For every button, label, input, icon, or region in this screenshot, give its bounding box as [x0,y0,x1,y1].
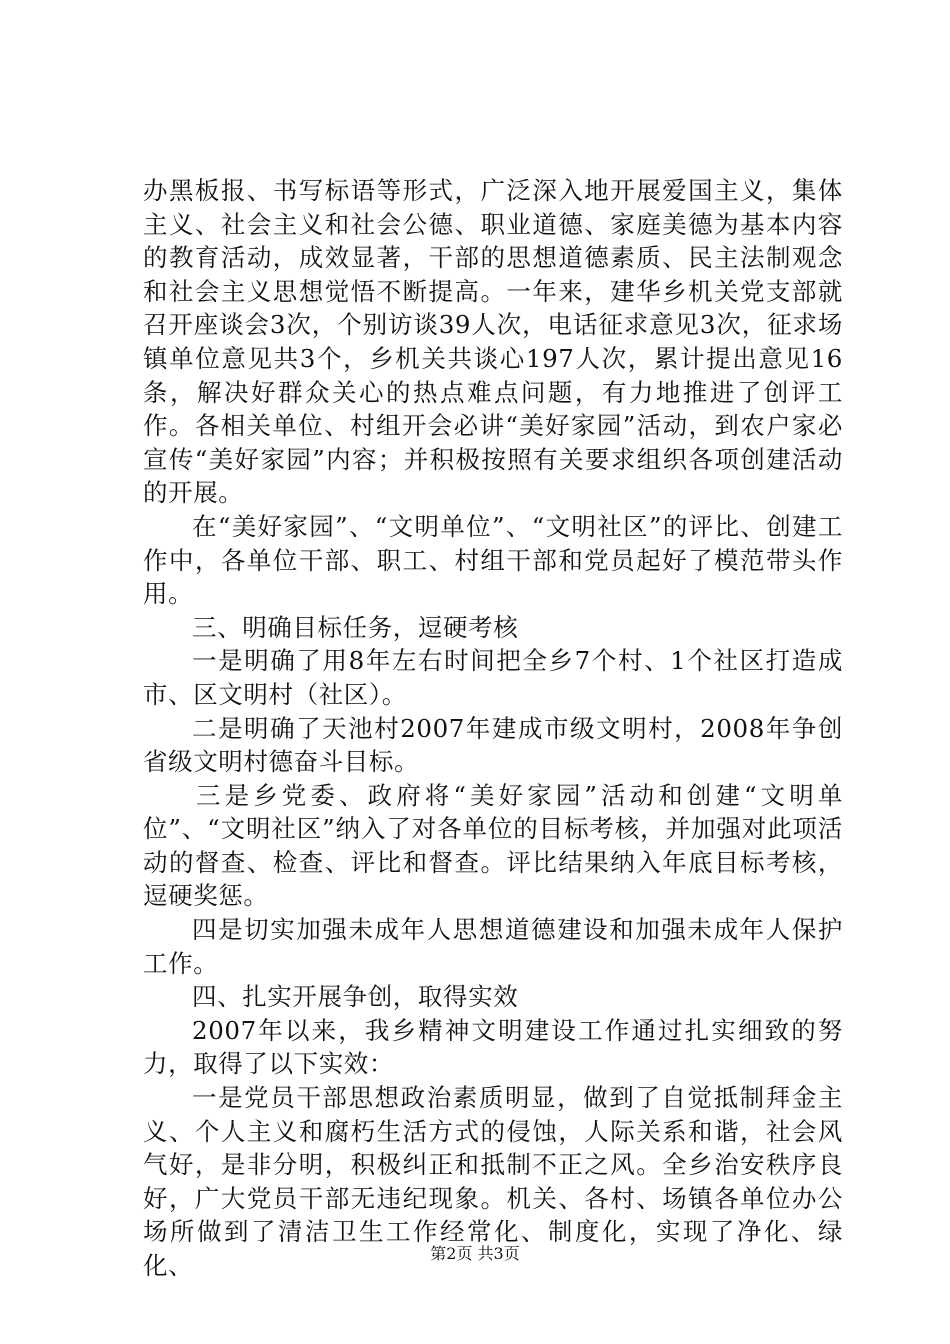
document-body [143,174,843,1283]
page-number-footer: 第2页 共3页 [430,1244,520,1263]
paragraph-goal-2: 二是明确了天池村2007年建成市级文明村，2008年争创省级文明村德奋斗目标。 [143,713,843,777]
paragraph-goal-3: 三是乡党委、政府将“美好家园”活动和创建“文明单位”、“文明社区”纳入了对各单位的目标考核，并加强对此项活动的督查、检查、评比和督查。评比结果纳入年底目标考核，逗硬奖惩。 [143,780,843,911]
paragraph-continuation: 办黑板报、书写标语等形式，广泛深入地开展爱国主义，集体主义、社会主义和社会公德、职业道德、家庭美德为基本内容的教育活动，成效显著，干部的思想道德素质、民主法制观念和社会主义思想觉悟不断提高。一年来，建华乡机关党支部就召开座谈会3次，个别访谈39人次，电话征求意见3次，征求场镇单位意见共3个，乡机关共谈心197人次，累计提出意见16条，解决好群众关心的热点难点问题，有力地推进了创评工作。各相关单位、村组开会必讲“美好家园”活动，到农户家必宣传“美好家园”内容；并积极按照有关要求组织各项创建活动的开展。 [143,176,843,508]
paragraph-results-intro: 2007年以来，我乡精神文明建设工作通过扎实细致的努力，取得了以下实效： [143,1015,843,1079]
paragraph-goal-1: 一是明确了用8年左右时间把全乡7个村、1个社区打造成市、区文明村（社区）。 [143,646,843,709]
paragraph-result-1: 一是党员干部思想政治素质明显，做到了自觉抵制拜金主义、个人主义和腐朽生活方式的侵蚀，人际关系和谐，社会风气好，是非分明，积极纠正和抵制不正之风。全乡治安秩序良好，广大党员干部无违纪现象。机关、各村、场镇各单位办公场所做到了清洁卫生工作经常化、制度化，实现了净化、绿化、 [143,1083,843,1280]
paragraph-goal-4: 四是切实加强未成年人思想道德建设和加强未成年人保护工作。 [143,915,843,978]
section-heading-3: 三、明确目标任务，逗硬考核 [192,612,519,642]
section-heading-4: 四、扎实开展争创，取得实效 [192,982,519,1012]
paragraph-model-role: 在“美好家园”、“文明单位”、“文明社区”的评比、创建工作中，各单位干部、职工、村组干部和党员起好了模范带头作用。 [143,511,843,609]
